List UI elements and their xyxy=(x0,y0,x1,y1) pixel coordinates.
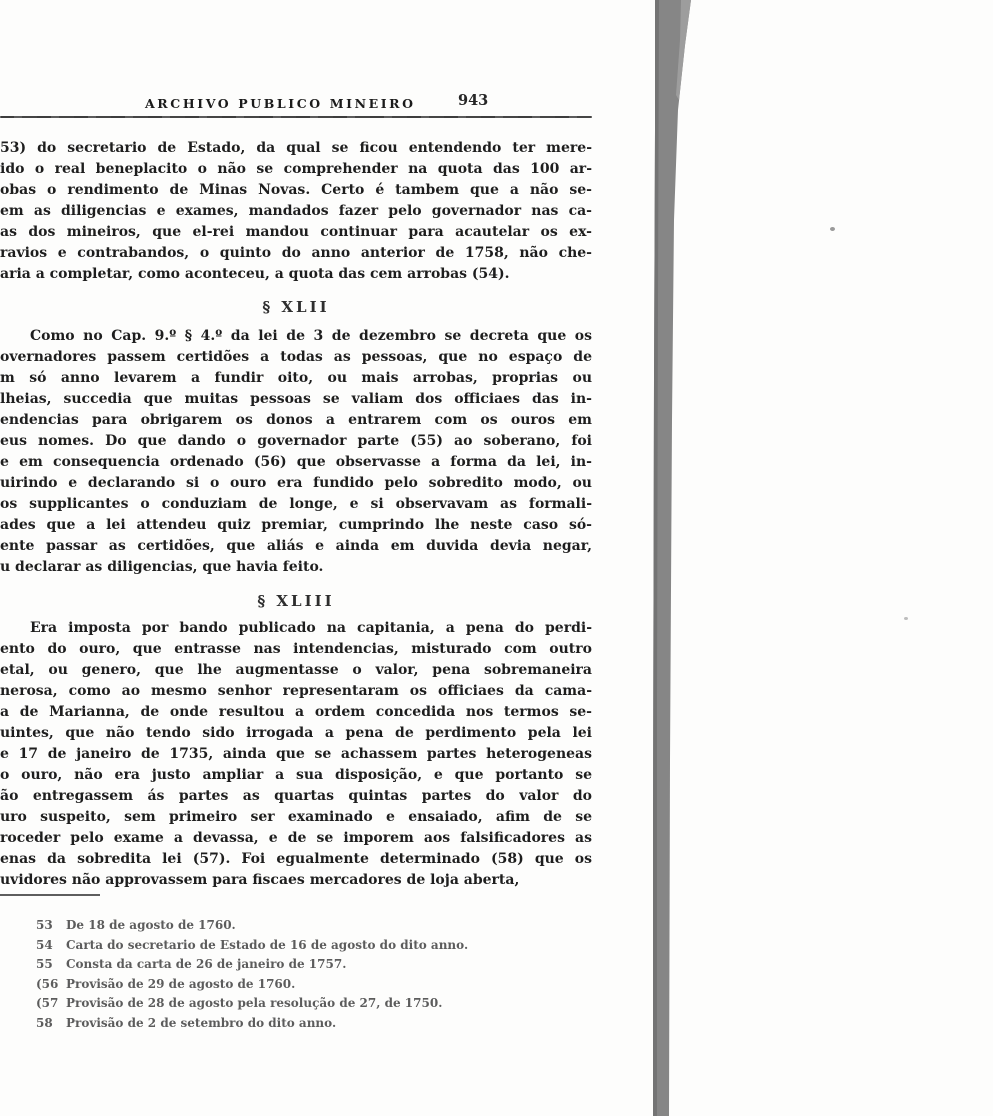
footnote xyxy=(36,936,596,956)
footnote xyxy=(36,994,596,1014)
text-line: ravios e contrabandos, o quinto do anno anterior de 1758, não che- xyxy=(0,245,592,261)
scan-speck xyxy=(904,617,908,620)
header-rule xyxy=(0,116,592,118)
text-line: enas da sobredita lei (57). Foi egualmente determinado (58) que os xyxy=(0,851,592,867)
footnote xyxy=(36,955,596,975)
text-line: etal, ou genero, que lhe augmentasse o valor, pena sobremaneira xyxy=(0,662,592,678)
footnote-number: 55 xyxy=(36,957,53,971)
text-line: u declarar as diligencias, que havia feito. xyxy=(0,559,324,575)
text-line: em as diligencias e exames, mandados fazer pelo governador nas ca- xyxy=(0,203,592,219)
text-line: ento do ouro, que entrasse nas intendencias, misturado com outro xyxy=(0,641,592,657)
text-line: ades que a lei attendeu quiz premiar, cumprindo lhe neste caso só- xyxy=(0,517,592,533)
section-heading-xliii: § XLIII xyxy=(257,592,335,610)
text-line: nerosa, como ao mesmo senhor representaram os officiaes da cama- xyxy=(0,683,592,699)
text-line: as dos mineiros, que el-rei mandou continuar para acautelar os ex- xyxy=(0,224,592,240)
footnote xyxy=(36,916,596,936)
footnote-text: Provisão de 28 de agosto pela resolução de 27, de 1750. xyxy=(66,996,443,1010)
text-line: e em consequencia ordenado (56) que observasse a forma da lei, in- xyxy=(0,454,592,470)
text-line: roceder pelo exame a devassa, e de se imporem aos falsificadores as xyxy=(0,830,592,846)
footnote-list xyxy=(36,916,596,1033)
paragraph-xliii xyxy=(0,618,592,891)
paragraph-continuation xyxy=(0,138,592,285)
text-line: uintes, que não tendo sido irrogada a pena de perdimento pela lei xyxy=(0,725,592,741)
footnote xyxy=(36,1014,596,1034)
footnote-number: 54 xyxy=(36,937,53,952)
text-line: Como no Cap. 9.º § 4.º da lei de 3 de dezembro se decreta que os xyxy=(30,328,592,344)
section-heading-xlii: § XLII xyxy=(262,298,330,316)
footnote-number: (56 xyxy=(36,976,59,991)
text-line: uirindo e declarando si o ouro era fundido pelo sobredito modo, ou xyxy=(0,475,592,491)
footnote-text: De 18 de agosto de 1760. xyxy=(66,918,236,932)
text-line: aria a completar, como aconteceu, a quota das cem arrobas (54). xyxy=(0,266,510,282)
text-line: e 17 de janeiro de 1735, ainda que se achassem partes heterogeneas xyxy=(0,746,592,762)
text-line: o ouro, não era justo ampliar a sua disposição, e que portanto se xyxy=(0,767,592,783)
scan-speck xyxy=(830,227,835,231)
footnote-text: Consta da carta de 26 de janeiro de 1757. xyxy=(66,957,347,971)
footnote-number: 53 xyxy=(36,918,53,932)
footnote-text: Carta do secretario de Estado de 16 de agosto do dito anno. xyxy=(66,937,469,952)
text-line: a de Marianna, de onde resultou a ordem concedida nos termos se- xyxy=(0,704,592,720)
text-line: ente passar as certidões, que aliás e ainda em duvida devia negar, xyxy=(0,538,592,554)
footnote xyxy=(36,975,596,995)
footnote-separator xyxy=(0,894,100,896)
text-line: uvidores não approvassem para fiscaes mercadores de loja aberta, xyxy=(0,872,520,888)
text-line: lheias, succedia que muitas pessoas se valiam dos officiaes das in- xyxy=(0,391,592,407)
text-line: endencias para obrigarem os donos a entrarem com os ouros em xyxy=(0,412,592,428)
footnote-text: Provisão de 29 de agosto de 1760. xyxy=(66,976,296,991)
footnote-text: Provisão de 2 de setembro do dito anno. xyxy=(66,1015,337,1030)
text-line: ão entregassem ás partes as quartas quintas partes do valor do xyxy=(0,788,592,804)
page-number: 943 xyxy=(458,92,489,109)
footnote-number: 58 xyxy=(36,1015,53,1030)
text-line: eus nomes. Do que dando o governador parte (55) ao soberano, foi xyxy=(0,433,592,449)
text-line: obas o rendimento de Minas Novas. Certo é tambem que a não se- xyxy=(0,182,592,198)
text-line: Era imposta por bando publicado na capitania, a pena do perdi- xyxy=(30,620,592,636)
text-line: ido o real beneplacito o não se comprehender na quota das 100 ar- xyxy=(0,161,592,177)
text-line: 53) do secretario de Estado, da qual se ficou entendendo ter mere- xyxy=(0,140,592,156)
paragraph-xlii xyxy=(0,326,592,578)
text-line: m só anno levarem a fundir oito, ou mais arrobas, proprias ou xyxy=(0,370,592,386)
footnote-number: (57 xyxy=(36,996,59,1010)
text-line: os supplicantes o conduziam de longe, e si observavam as formali- xyxy=(0,496,592,512)
header-title: ARCHIVO PUBLICO MINEIRO xyxy=(145,96,416,111)
text-line: uro suspeito, sem primeiro ser examinado e ensaiado, afim de se xyxy=(0,809,592,825)
book-gutter-shadow xyxy=(645,0,705,1116)
text-line: overnadores passem certidões a todas as pessoas, que no espaço de xyxy=(0,349,592,365)
